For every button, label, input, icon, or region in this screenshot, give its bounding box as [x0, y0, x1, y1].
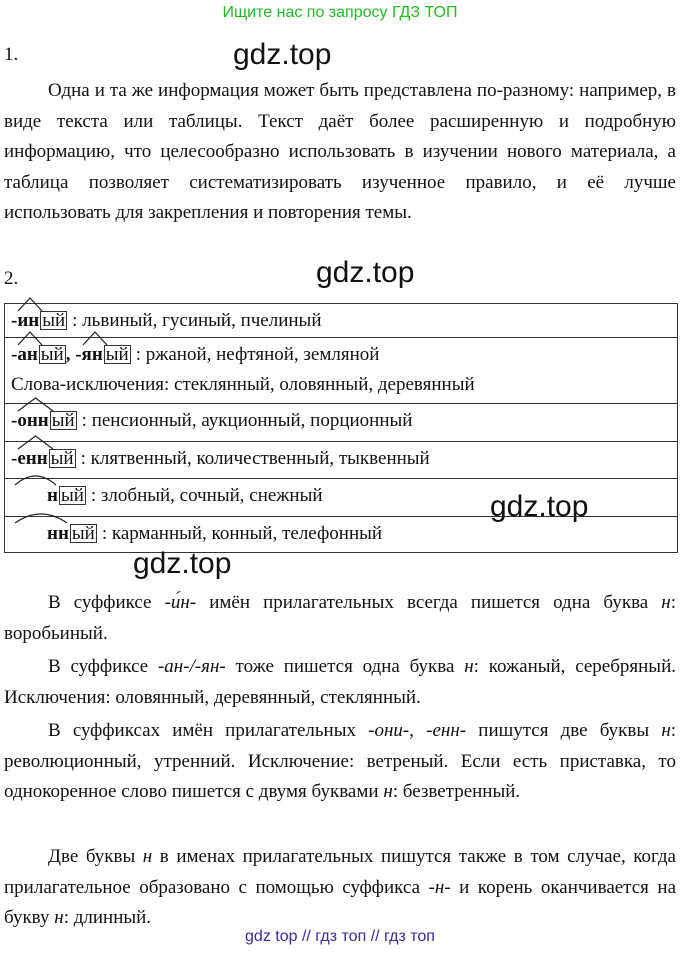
- suffix-line: [11, 448, 430, 470]
- suffix-mark: [17, 310, 39, 332]
- watermark: gdz.top: [316, 256, 415, 289]
- footer-links[interactable]: gdz top // гдз топ // гдз топ: [245, 928, 435, 945]
- ending-box: ый: [60, 485, 84, 506]
- suffix-table-row: [5, 338, 677, 404]
- suffix-text: ян: [81, 344, 103, 365]
- suffix-line: [11, 310, 322, 332]
- suffix-text: н: [47, 485, 58, 506]
- suffix-examples: : ржаной, нефтяной, земляной: [135, 344, 380, 365]
- watermark: gdz.top: [233, 38, 332, 71]
- suffix-mark: [82, 344, 103, 366]
- suffix-arc-icon: [17, 396, 54, 412]
- suffix-examples: : львиный, гусиный, пчелиный: [72, 310, 322, 331]
- suffix-examples: : клятвенный, количественный, тыквенный: [80, 448, 430, 469]
- suffix-arc-icon: [17, 330, 43, 346]
- suffix-examples: : пенсионный, аукционный, порционный: [81, 410, 413, 431]
- rule-paragraph-4: Две буквы н в именах прилагательных пишутся также в том случае, когда прилагательное образовано с помощью суффикса -н- и корень оканчивается на букву н: длинный.: [4, 846, 676, 928]
- suffix-line: [11, 410, 412, 432]
- watermark: gdz.top: [490, 490, 589, 523]
- suffix-line: [11, 344, 379, 366]
- suffix-text: енн: [17, 448, 48, 469]
- ending-box: ый: [50, 448, 74, 469]
- suffix-dash: -: [11, 310, 18, 331]
- ending-box: ый: [51, 410, 75, 431]
- suffix-arc-icon: [13, 471, 58, 487]
- search-banner[interactable]: Ищите нас по запросу ГДЗ ТОП: [222, 4, 458, 21]
- ending-box: ый: [40, 344, 64, 365]
- rule-paragraph-2: В суффиксе -ан-/-ян- тоже пишется одна буква н: кожаный, серебряный. Исключения: оловянный, деревянный, стеклянный.: [4, 656, 676, 708]
- suffix-table-row: [5, 442, 677, 479]
- suffix-text: ан: [17, 344, 38, 365]
- suffix-arc-icon: [13, 509, 69, 525]
- suffix-mark: [17, 410, 48, 432]
- suffix-dash: -: [11, 410, 18, 431]
- task-2-number: 2.: [4, 268, 19, 289]
- rule-paragraph-1: В суффиксе -и́н- имён прилагательных всегда пишется одна буква н: воробьиный.: [4, 592, 677, 644]
- suffix-examples: : карманный, конный, телефонный: [101, 523, 383, 544]
- task-1-number: 1.: [4, 44, 19, 65]
- rule-paragraph-3: В суффиксах имён прилагательных -они-, -енн- пишутся две буквы н: революционный, утренний. Исключение: ветреный. Если есть приставка, то однокоренное слово пишется с двумя буквами н: безветренный.: [4, 720, 677, 802]
- suffix-line: [11, 523, 382, 545]
- suffix-dash: , -: [65, 344, 82, 365]
- ending-box: ый: [71, 523, 95, 544]
- task-1-text: Одна и та же информация может быть представлена по-разному: например, в виде текста или таблицы. Текст даёт более расширенную и подробную информацию, что целесообразно использовать в изучении нового материала, а таблица позволяет систематизировать изученное правило, и её лучше использовать для закрепления и повторения темы.: [4, 80, 676, 223]
- suffix-table-row: [5, 404, 677, 442]
- suffix-mark: [17, 344, 37, 366]
- ending-box: ый: [105, 344, 129, 365]
- suffix-arc-icon: [17, 296, 43, 312]
- suffix-arc-icon: [82, 330, 108, 346]
- ending-box: ый: [42, 310, 66, 331]
- suffix-examples: : злобный, сочный, снежный: [90, 485, 323, 506]
- suffix-text: ин: [17, 310, 40, 331]
- suffix-mark: [47, 485, 58, 507]
- suffix-text: нн: [47, 523, 69, 544]
- watermark: gdz.top: [133, 547, 232, 580]
- exception-words: Слова-исключения: стеклянный, оловянный, деревянный: [11, 374, 475, 395]
- suffix-dash: -: [11, 344, 18, 365]
- suffix-text: онн: [17, 410, 49, 431]
- suffix-mark: [47, 523, 69, 545]
- suffix-dash: -: [11, 448, 18, 469]
- suffix-line: [11, 485, 323, 507]
- suffix-mark: [17, 448, 47, 470]
- suffix-arc-icon: [17, 434, 54, 450]
